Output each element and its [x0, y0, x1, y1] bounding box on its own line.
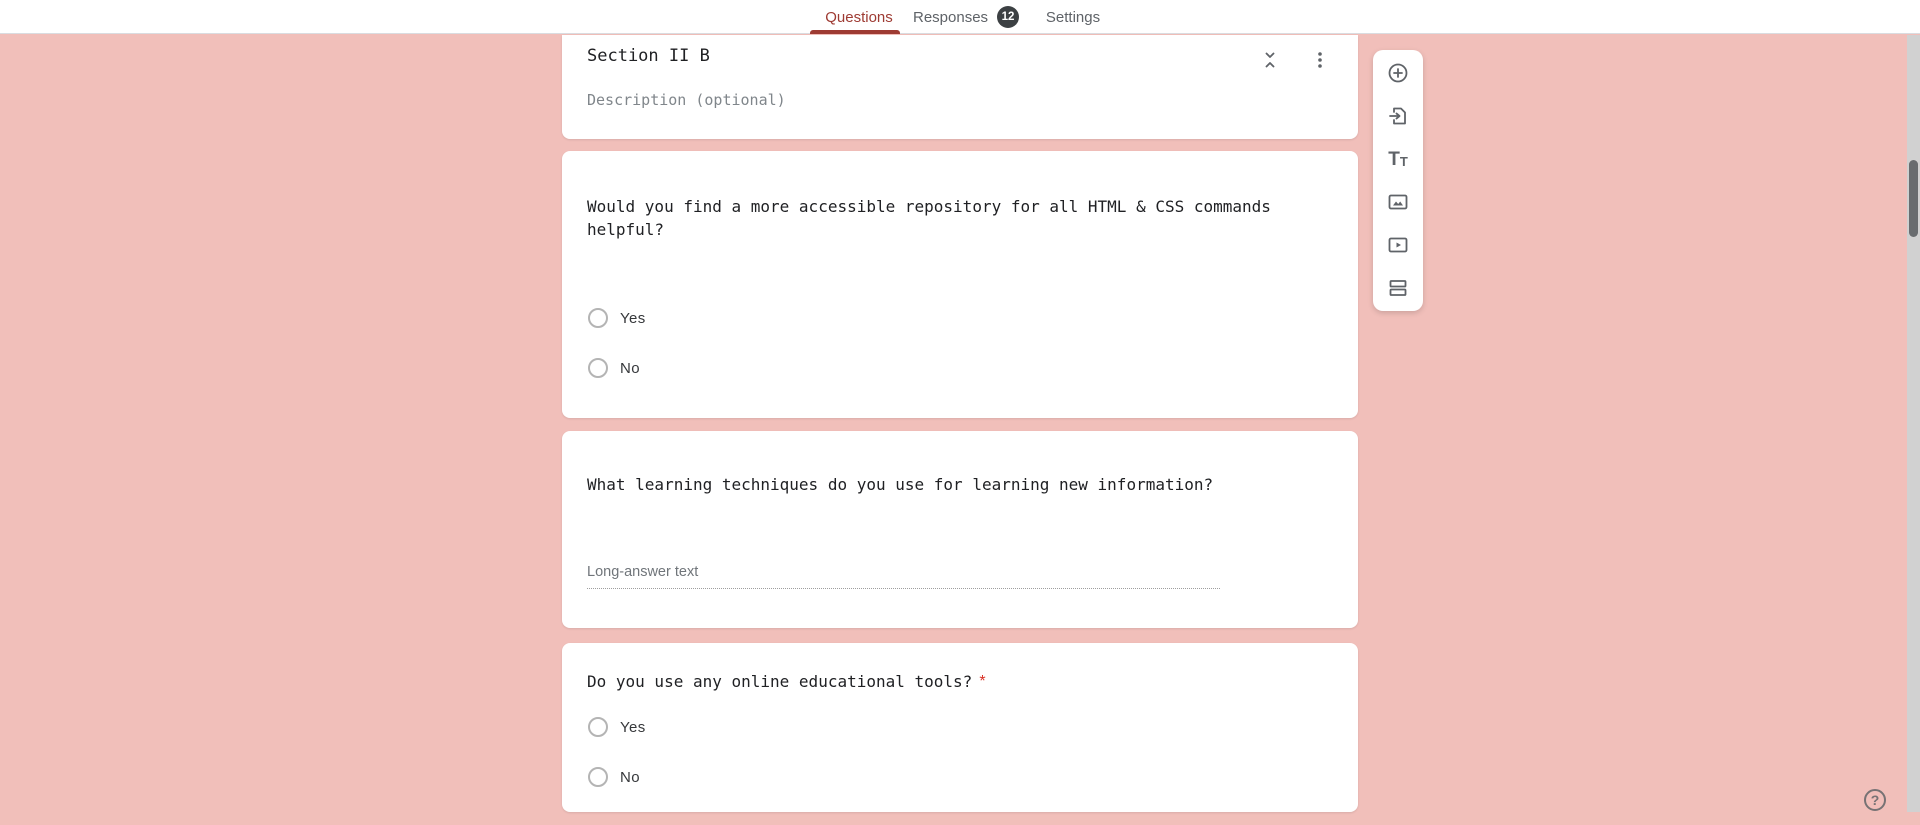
radio-icon[interactable]	[588, 717, 608, 737]
add-section-icon[interactable]	[1386, 276, 1410, 300]
section-description-input[interactable]: Description (optional)	[587, 91, 786, 109]
help-icon[interactable]: ?	[1864, 789, 1886, 811]
tab-questions[interactable]: Questions	[825, 8, 893, 26]
question-card-2[interactable]	[562, 431, 1358, 628]
question-1-option-no[interactable]	[588, 358, 640, 378]
form-editor-toolbar	[1373, 50, 1423, 311]
collapse-section-icon[interactable]	[1258, 48, 1282, 72]
tt-small-glyph: T	[1399, 153, 1408, 169]
option-label: No	[620, 359, 640, 377]
vertical-scrollbar-thumb[interactable]	[1909, 160, 1918, 237]
top-navigation-bar	[0, 0, 1920, 34]
section-more-options-icon[interactable]	[1308, 48, 1332, 72]
add-question-icon[interactable]	[1386, 61, 1410, 85]
answer-underline	[587, 588, 1220, 589]
option-label: Yes	[620, 309, 646, 327]
radio-icon[interactable]	[588, 308, 608, 328]
radio-icon[interactable]	[588, 767, 608, 787]
option-label: No	[620, 768, 640, 786]
tab-responses[interactable]	[913, 0, 1019, 34]
required-asterisk: *	[979, 673, 986, 690]
responses-count-badge: 12	[997, 6, 1019, 28]
long-answer-placeholder: Long-answer text	[587, 564, 699, 580]
question-3-option-no[interactable]	[588, 767, 640, 787]
question-2-text[interactable]: What learning techniques do you use for learning new information?	[587, 475, 1214, 494]
add-video-icon[interactable]	[1386, 233, 1410, 257]
tab-responses-label: Responses	[913, 8, 989, 26]
option-label: Yes	[620, 718, 646, 736]
tt-large-glyph: T	[1388, 148, 1400, 170]
question-1-option-yes[interactable]	[588, 308, 646, 328]
section-header-card	[562, 35, 1358, 139]
import-questions-icon[interactable]	[1386, 104, 1410, 128]
active-tab-indicator	[810, 30, 900, 34]
question-1-text[interactable]: Would you find a more accessible repository for all HTML & CSS commands helpful?	[587, 197, 1271, 239]
radio-icon[interactable]	[588, 358, 608, 378]
vertical-scrollbar-track[interactable]	[1907, 35, 1920, 812]
section-title-input[interactable]: Section II B	[587, 46, 710, 66]
question-3-text[interactable]	[587, 670, 1317, 693]
tab-settings[interactable]: Settings	[1045, 8, 1101, 26]
question-3-text-content: Do you use any online educational tools?	[587, 672, 973, 691]
add-image-icon[interactable]	[1386, 190, 1410, 214]
question-card-3[interactable]	[562, 643, 1358, 812]
question-3-option-yes[interactable]	[588, 717, 646, 737]
add-title-and-description-icon[interactable]	[1386, 147, 1410, 171]
question-card-1[interactable]	[562, 151, 1358, 418]
